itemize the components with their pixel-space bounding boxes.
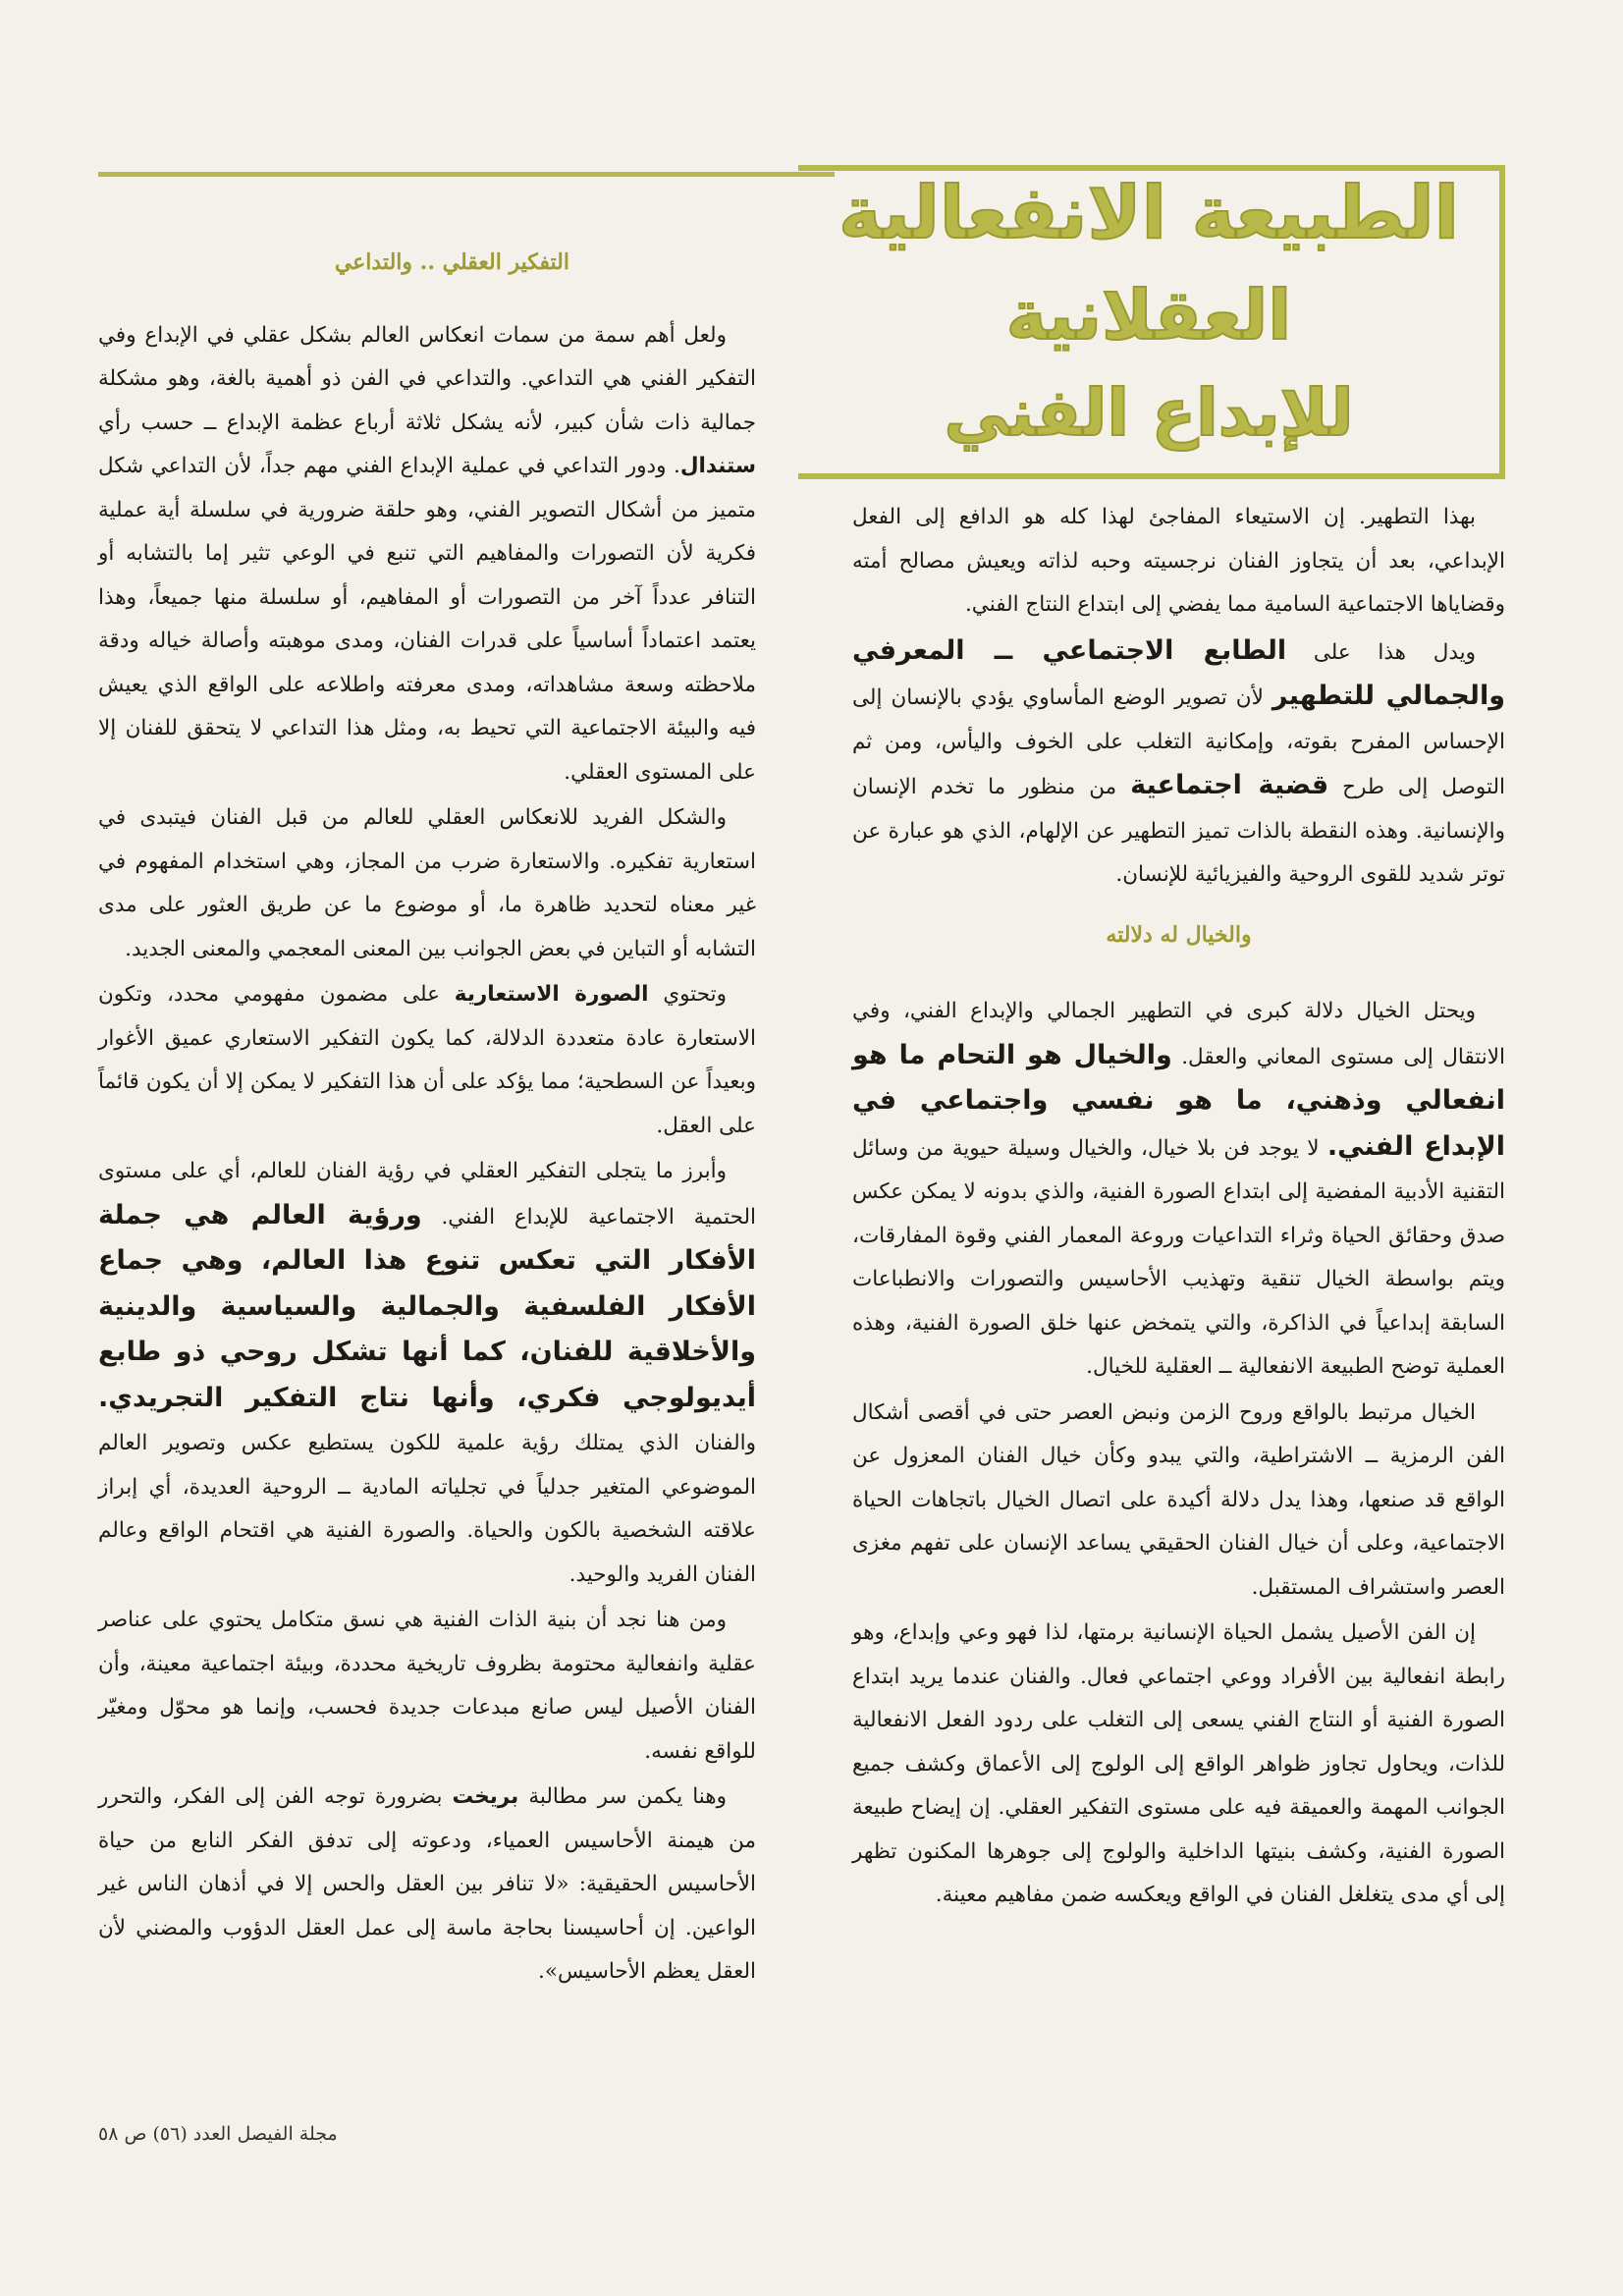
text: من منظور ما تخدم الإنسان والإنسانية. وهذه النقطة بالذات تميز التطهير عن الإلهام، الذي هو عبارة عن توتر شديد للقوى الروحية والفيزيائية للإنسان. [852,775,1505,887]
paragraph: والشكل الفريد للانعكاس العقلي للعالم من قبل الفنان فيتبدى في استعارية تفكيره. والاستعارة ضرب من المجاز، وهي استخدام المفهوم في غير معناه لتحديد ظاهرة ما، أو موضوع ما عن طريق العثور على مدى التشابه أو التباين في بعض الجوانب بين المعنى المعجمي والمعنى الجديد. [98,805,756,961]
title-line-1: الطبيعة الانفعالية [839,171,1459,255]
text: وتحتوي [663,982,727,1007]
text: لا يوجد فن بلا خيال، والخيال وسيلة حيوية من وسائل التقنية الأدبية المفضية إلى ابتداع الصورة الفنية، والذي بدونه لا يمكن عكس صدق وحقائق الحياة وثراء التداعيات وروعة المعمار الفني وقوة المفارقات، ويتم بواسطة الخيال تنقية وتهذيب الأحاسيس والتصورات والانطباعات السابقة إبداعياً في الذاكرة، والتي يتمخض عنها خلق الصورة الفنية، وهذه العملية توضح الطبيعة الانفعالية ــ العقلية للخيال. [852,1135,1505,1379]
bold-text: ستندال [679,454,756,478]
bold-text: الطابع الاجتماعي ــ المعرفي والجمالي للتطهير [852,634,1505,711]
text: وأبرز ما يتجلى التفكير العقلي في رؤية الفنان للعالم، أي على مستوى الحتمية الاجتماعية للإبداع الفني. [98,1159,756,1230]
title-line-2: العقلانية [1005,275,1292,355]
paragraph: ومن هنا نجد أن بنية الذات الفنية هي نسق متكامل يحتوي على عناصر عقلية وانفعالية محتومة بظروف تاريخية محددة، وبيئة اجتماعية معينة، وأن الفنان الأصيل ليس صانع مبدعات جديدة فحسب، وإنما هو محوّل ومغيّر للواقع نفسه. [98,1608,756,1764]
page-footer: مجلة الفيصل العدد (٥٦) ص ٥٨ [98,2123,338,2145]
paragraph [852,629,1505,898]
text: لأن تصوير الوضع المأساوي يؤدي بالإنسان إلى الإحساس المفرح بقوته، وإمكانية التغلب على الخوف واليأس، ومن ثم التوصل إلى طرح [852,685,1505,799]
text: ويدل هذا على [1313,639,1477,665]
title-box [798,165,1505,479]
paragraph: بهذا التطهير. إن الاستيعاء المفاجئ لهذا كله هو الدافع إلى الفعل الإبداعي، بعد أن يتجاوز الفنان نرجسيته وحبه لذاته ويعيش مصالح أمته وقضاياها الاجتماعية السامية مما يفضي إلى ابتداع النتاج الفني. [852,505,1505,617]
text: ويحتل الخيال دلالة كبرى في التطهير الجمالي والإبداع الفني، وفي الانتقال إلى مستوى المعاني والعقل. [852,999,1505,1069]
paragraph [852,990,1505,1390]
bold-text: قضية اجتماعية [1130,770,1329,800]
section-heading: والخيال له دلالته [1106,921,1252,948]
text: وهنا يكمن سر مطالبة [528,1784,727,1809]
text: ولعل أهم سمة من سمات انعكاس العالم بشكل عقلي في الإبداع وفي التفكير الفني هي التداعي. والتداعي في الفن ذو أهمية بالغة، وهو مشكلة جمالية ذات شأن كبير، لأنه يشكل ثلاثة أرباع عظمة الإبداع ــ حسب رأي [98,322,756,435]
paragraph [98,314,756,795]
bold-text: ورؤية العالم هي جملة الأفكار التي تعكس تنوع هذا العالم، وهي جماع الأفكار الفلسفية والجمالية والسياسية والدينية والأخلاقية للفنان، كما أنها تشكل روحي ذو طابع أيديولوجي فكري، وأنها نتاج التفكير التجريدي. [98,1199,756,1413]
paragraph: إن الفن الأصيل يشمل الحياة الإنسانية برمتها، لذا فهو وعي وإبداع، وهو رابطة انفعالية بين الأفراد ووعي اجتماعي فعال. والفنان عندما يريد ابتداع الصورة الفنية أو النتاج الفني يسعى إلى التغلب على ردود الفعل الانفعالية للذات، ويحاول تجاوز ظواهر الواقع إلى الولوج إلى الأعماق وكشف جميع الجوانب المهمة والعميقة فيه على مستوى التفكير العقلي. إن إيضاح طبيعة الصورة الفنية، وكشف بنيتها الداخلية والولوج إلى جوهرها المكنون تظهر إلى أي مدى يتغلغل الفنان في الواقع ويعكسه ضمن مفاهيم معينة. [852,1620,1505,1907]
text: والفنان الذي يمتلك رؤية علمية للكون يستطيع عكس وتصوير العالم الموضوعي المتغير جدلياً في تجلياته المادية ــ الروحية العديدة، أي إبراز علاقته الشخصية بالكون والحياة. والصورة الفنية هي اقتحام الواقع وعالم الفنان الفريد والوحيد. [98,1431,756,1587]
paragraph [98,1150,756,1597]
section-heading: التفكير العقلي .. والتداعي [334,249,569,275]
paragraph: الخيال مرتبط بالواقع وروح الزمن ونبض العصر حتى في أقصى أشكال الفن الرمزية ــ الاشتراطية، والتي يبدو وكأن خيال الفنان المعزول عن الواقع قد صنعها، وهذا يدل دلالة أكيدة على اتصال الخيال باتجاهات الحياة الاجتماعية، وعلى أن خيال الفنان الحقيقي يساعد الإنسان على تفهم مغزى العصر واستشراف المستقبل. [852,1399,1505,1600]
text: . ودور التداعي في عملية الإبداع الفني مهم جداً، لأن التداعي شكل متميز من أشكال التصوير الفني، وهو حلقة ضرورية في سلسلة أية عملية فكرية لأن التصورات والمفاهيم التي تنبع في الوعي تثير إما بالتشابه أو التنافر عدداً آخر من التصورات أو المفاهيم، أو سلسلة منها جميعاً، وهذا يعتمد اعتماداً أساسياً على قدرات الفنان، ومدى موهبته وأصالة خياله ودقة ملاحظته وسعة مشاهداته، ومدى معرفته واطلاعه على الواقع الذي يعيش فيه والبيئة الاجتماعية التي تحيط به، ومثل هذا التداعي لا يتحقق للفنان إلا على المستوى العقلي. [98,454,756,785]
left-column [98,241,756,1996]
text: على مضمون مفهومي محدد، وتكون الاستعارة عادة متعددة الدلالة، كما يكون التفكير الاستعاري عميق الأغوار وبعيداً عن السطحية؛ مما يؤكد على أن هذا التفكير لا يمكن إلا أن يكون قائماً على العقل. [98,982,756,1138]
bold-text: الصورة الاستعارية [454,982,649,1007]
bold-text: بريخت [452,1784,519,1809]
text: بضرورة توجه الفن إلى الفكر، والتحرر من هيمنة الأحاسيس العمياء، ودعوته إلى تدفق الفكر النابع من حياة الأحاسيس الحقيقية: «لا تنافر بين العقل والحس إلا في أذهان الناس غير الواعين. إن أحاسيسنا بحاجة ماسة إلى عمل العقل الدؤوب والمضني لأن العقل يعظم الأحاسيس». [98,1784,756,1984]
paragraph [98,1776,756,1995]
right-column [852,496,1505,1920]
bold-text: والخيال هو التحام ما هو انفعالي وذهني، ما هو نفسي واجتماعي في الإبداع الفني. [852,1039,1505,1162]
title-line-3: للإبداع الفني [944,375,1354,451]
paragraph [98,973,756,1148]
title-rule [98,172,835,177]
